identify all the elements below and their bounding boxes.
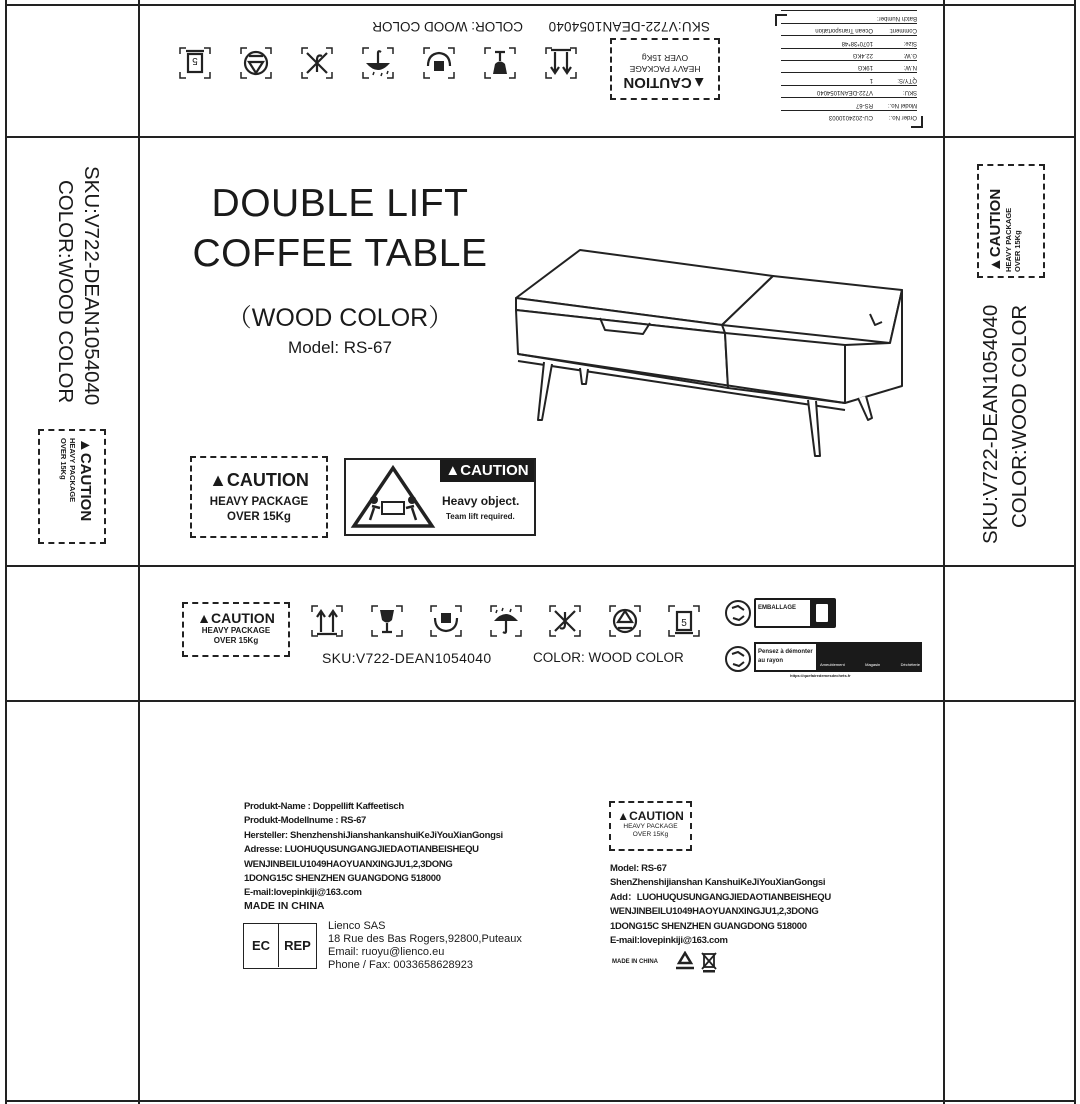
- english-info-line: 1DONG15C SHENZHEN GUANGDONG 518000: [610, 920, 807, 932]
- main-caution-label: [190, 456, 328, 538]
- info-value: V722-DEAN1054040: [816, 89, 873, 96]
- info-label: G.W:: [903, 52, 917, 59]
- info-row: [781, 23, 917, 35]
- german-info-line: Produkt-Name : Doppellift Kaffeetisch: [244, 801, 404, 812]
- triman-icon: [724, 598, 752, 628]
- caution-line1: HEAVY PACKAGE: [623, 823, 678, 830]
- fragile-icon: [483, 46, 517, 80]
- recycle-icon: [239, 46, 273, 80]
- middle-sku-text: SKU:V722-DEAN1054040: [322, 650, 492, 666]
- handle-with-care-icon: [429, 604, 463, 638]
- triman2-label: Déchèterie: [900, 662, 920, 667]
- main-panel: [140, 138, 943, 565]
- product-subtitle: （WOOD COLOR）: [226, 304, 454, 332]
- info-label: Order No.:: [888, 114, 917, 120]
- triman2-label: Magasin: [865, 662, 881, 667]
- stack-limit-icon: [667, 604, 701, 638]
- right-caution-label: [977, 164, 1045, 278]
- english-info-line: ShenZhenshijianshan KanshuiKeJiYouXianGongsi: [610, 877, 826, 889]
- german-info-line: Hersteller: ShenzhenshiJianshankanshuiKeJiYouXianGongsi: [244, 829, 503, 841]
- left-color-text: COLOR:WOOD COLOR: [54, 180, 77, 404]
- triman-icon: [724, 644, 752, 674]
- caution-title: ▲CAUTION: [617, 809, 684, 823]
- bottom-panel: [140, 702, 943, 1100]
- fragile-icon: [370, 604, 404, 638]
- team-lift-warning-icon: [350, 464, 436, 530]
- caution-line1: HEAVY PACKAGE: [68, 438, 77, 503]
- middle-color-text: COLOR: WOOD COLOR: [533, 650, 684, 665]
- caution-title: ▲CAUTION: [987, 188, 1004, 272]
- german-info-line: Adresse: LUOHUQUSUNGANGJIEDAOTIANBEISHEQU: [244, 844, 479, 856]
- right-side-panel: [945, 138, 1074, 565]
- caution-title: ▲CAUTION: [623, 74, 707, 91]
- info-label: N.W:: [903, 64, 917, 71]
- no-hooks-icon: [548, 604, 582, 638]
- crossed-bin-icon: [700, 949, 718, 973]
- english-info-line: Add：LUOHUQUSUNGANGJIEDAOTIANBEISHEQU: [610, 891, 831, 903]
- triman1-text: EMBALLAGE: [758, 605, 796, 611]
- made-in-china-small: MADE IN CHINA: [612, 959, 658, 965]
- left-side-panel: [7, 138, 138, 565]
- german-info-line: 1DONG15C SHENZHEN GUANGDONG 518000: [244, 873, 441, 885]
- this-way-up-icon: [544, 46, 578, 80]
- rep-info-line: Phone / Fax: 0033658628923: [328, 959, 473, 971]
- info-value: CU-2024010003: [828, 114, 873, 120]
- team-lift-label: [344, 458, 536, 536]
- ec-rep-box: [243, 923, 317, 969]
- info-label: Batch Number:: [876, 14, 917, 21]
- german-info-line: WENJINBEILU1049HAOYUANXINGJU1,2,3DONG: [244, 858, 453, 870]
- top-color-text: COLOR: WOOD COLOR: [372, 19, 523, 34]
- rep-label: REP: [284, 938, 311, 953]
- team-lift-text1: Heavy object.: [442, 494, 520, 508]
- stack-limit-icon: [178, 46, 212, 80]
- middle-pictograms: [310, 604, 710, 644]
- info-value: 22.4KG: [852, 52, 873, 59]
- english-info-line: E-mail:lovepinkiji@163.com: [610, 935, 728, 947]
- german-info-line: E-mail:lovepinkiji@163.com: [244, 887, 362, 899]
- caution-line2: OVER 15Kg: [1013, 230, 1022, 272]
- info-row: [781, 85, 917, 97]
- product-title-line1: DOUBLE LIFT: [211, 182, 469, 225]
- team-lift-title: ▲CAUTION: [440, 460, 534, 482]
- coffee-table-illustration: [510, 238, 910, 468]
- triman-label-1: [724, 596, 838, 632]
- product-title-line2: COFFEE TABLE: [192, 232, 488, 275]
- german-product-info: [244, 800, 564, 901]
- info-value: 1070*38*48: [841, 39, 873, 46]
- info-row: [781, 48, 917, 60]
- keep-dry-icon: [361, 46, 395, 80]
- caution-line2: OVER 15Kg: [213, 636, 259, 645]
- recycle-icon: [674, 951, 696, 971]
- info-label: SKU:: [902, 89, 917, 96]
- caution-title: ▲CAUTION: [197, 610, 275, 626]
- english-info-line: WENJINBEILU1049HAOYUANXINGJU1,2,3DONG: [610, 906, 819, 918]
- handle-with-care-icon: [422, 46, 456, 80]
- top-sku-text: SKU:V722-DEAN1054040: [548, 19, 710, 34]
- info-label: QTY/S:: [897, 76, 917, 83]
- shipping-info-table: [775, 14, 923, 128]
- info-value: Ocean Transportation: [815, 27, 873, 34]
- team-lift-text2: Team lift required.: [446, 512, 515, 521]
- caution-line1: HEAVY PACKAGE: [201, 626, 271, 635]
- ec-label: EC: [244, 924, 279, 967]
- triman-label-2: [724, 642, 924, 680]
- info-row: [781, 97, 917, 109]
- right-color-text: COLOR:WOOD COLOR: [1008, 304, 1031, 528]
- top-panel: [140, 6, 943, 136]
- svg-text:5: 5: [192, 55, 198, 66]
- product-model: Model: RS-67: [288, 338, 392, 357]
- triman2-text: Pensez à démonter au rayon: [758, 649, 813, 664]
- left-caution-label: [38, 429, 106, 544]
- this-way-up-icon: [310, 604, 344, 638]
- caution-line2: OVER 15Kg: [632, 831, 669, 838]
- info-row: [781, 110, 917, 122]
- rep-info-line: Email: ruoyu@lienco.eu: [328, 946, 445, 958]
- info-value: 1: [869, 76, 873, 83]
- caution-title: ▲CAUTION: [77, 438, 94, 522]
- caution-title: ▲CAUTION: [209, 470, 309, 490]
- info-label: Model No.:: [887, 101, 917, 108]
- info-label: Comment:: [889, 27, 917, 34]
- caution-line1: HEAVY PACKAGE: [209, 496, 309, 508]
- no-hooks-icon: [300, 46, 334, 80]
- triman2-label: Ameublement: [820, 662, 845, 667]
- caution-line1: HEAVY PACKAGE: [629, 64, 701, 74]
- caution-line1: HEAVY PACKAGE: [1004, 207, 1013, 272]
- info-label: Size:: [903, 39, 917, 46]
- recycle-icon: [608, 604, 642, 638]
- info-value: RS-67: [855, 101, 873, 108]
- top-pictograms: [188, 40, 578, 80]
- rep-info-line: 18 Rue des Bas Rogers,92800,Puteaux: [328, 933, 522, 945]
- info-row: [781, 35, 917, 47]
- keep-dry-icon: [489, 604, 523, 638]
- top-caution-label: [610, 38, 720, 100]
- caution-line2: OVER 15Kg: [641, 53, 689, 63]
- rep-info-line: Lienco SAS: [328, 920, 386, 932]
- left-sku-text: SKU:V722-DEAN1054040: [80, 166, 103, 406]
- middle-caution-label: [182, 602, 290, 657]
- right-sku-text: SKU:V722-DEAN1054040: [979, 304, 1002, 544]
- english-product-info: [610, 862, 910, 948]
- info-value: 19KG: [857, 64, 873, 71]
- svg-text:5: 5: [681, 618, 687, 629]
- info-row: [781, 10, 917, 22]
- middle-panel: [140, 567, 943, 700]
- bottom-caution-label: [609, 801, 692, 851]
- english-info-line: Model: RS-67: [610, 863, 667, 874]
- caution-line2: OVER 15Kg: [227, 511, 291, 523]
- info-row: [781, 60, 917, 72]
- triman-url: https://quefairedemesdechets.fr: [790, 673, 851, 678]
- caution-line2: OVER 15Kg: [59, 438, 68, 480]
- german-info-line: Produkt-Modellnume : RS-67: [244, 815, 367, 827]
- made-in-china-text: MADE IN CHINA: [244, 900, 325, 912]
- eu-representative-info: [328, 920, 522, 972]
- info-row: [781, 72, 917, 84]
